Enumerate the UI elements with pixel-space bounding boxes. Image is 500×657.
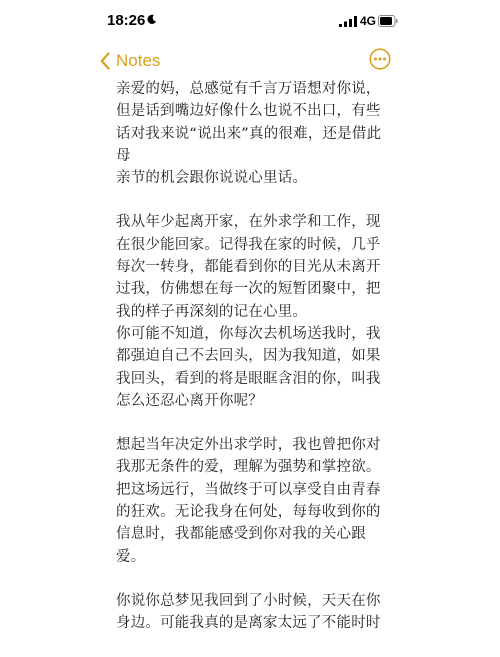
status-time: 18:26 <box>107 12 146 29</box>
navigation-bar <box>0 44 500 80</box>
note-paragraph: 你可能不知道，你每次去机场送我时，我 都强迫自己不去回头，因为我知道，如果 我回头，看到的将是眼眶含泪的你，叫我 怎么还忍心离开你呢？ <box>116 325 381 409</box>
note-body[interactable] <box>116 78 386 657</box>
back-to-notes-button[interactable] <box>100 48 160 74</box>
back-label: Notes <box>116 51 161 70</box>
signal-icon <box>339 16 357 27</box>
note-paragraph: 我从年少起离开家，在外求学和工作，现 在很少能回家。记得我在家的时候，几乎 每次一转身，都能看到你的目光从未离开 过我，仿佛想在每一次的短暂团聚中，把 我的样子再深刻的记在心里。 <box>116 214 381 320</box>
moon-icon <box>146 14 157 25</box>
note-paragraph: 亲爱的妈，总感觉有千言万语想对你说， 但是话到嘴边好像什么也说不出口，有些 话对我来说“说出来”真的很难，还是借此母 亲节的机会跟你说说心里话。 <box>116 81 382 187</box>
note-paragraph: 你说你总梦见我回到了小时候，天天在你 身边。可能我真的是离家太远了不能时时 <box>116 592 381 632</box>
battery-icon <box>378 15 398 27</box>
status-bar <box>0 0 500 44</box>
ellipsis-circle-icon[interactable] <box>369 48 391 70</box>
network-type-label: 4G <box>360 14 377 28</box>
chevron-left-icon <box>100 52 110 70</box>
note-paragraph: 想起当年决定外出求学时，我也曾把你对 我那无条件的爱，理解为强势和掌控欲。 把这场远行，当做终于可以享受自由青春 的狂欢。无论我身在何处，每每收到你的 信息时，我都能感受到你对我的关心跟爱。 <box>116 437 381 565</box>
